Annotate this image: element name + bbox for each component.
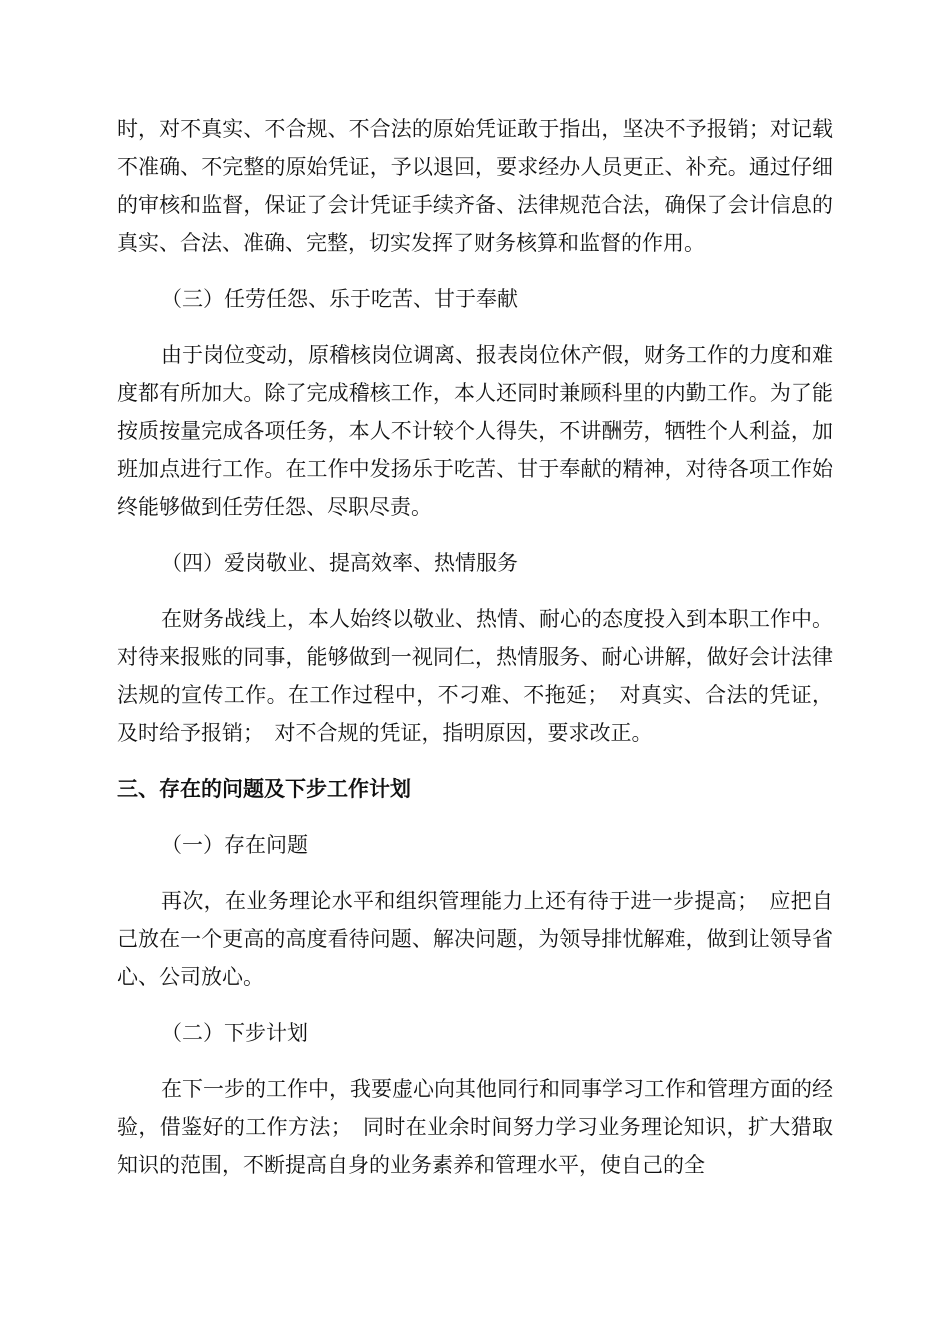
subheading-4: （四）爱岗敬业、提高效率、热情服务 bbox=[161, 551, 518, 575]
subheading-3: （三）任劳任怨、乐于吃苦、甘于奉献 bbox=[161, 287, 518, 311]
body-paragraph: 在财务战线上，本人始终以敬业、热情、耐心的态度投入到本职工作中。对待来报账的同事，能够做到一视同仁，热情服务、耐心讲解，做好会计法律法规的宣传工作。在工作过程中，不刁难、不拖延； 对真实、合法的凭证，及时给予报销； 对不合规的凭证，指明原因，要求改正。 bbox=[117, 607, 833, 745]
section-heading-3: 三、存在的问题及下步工作计划 bbox=[117, 777, 411, 801]
document-body bbox=[117, 110, 833, 1184]
body-paragraph: 由于岗位变动，原稽核岗位调离、报表岗位休产假，财务工作的力度和难度都有所加大。除了完成稽核工作，本人还同时兼顾科里的内勤工作。为了能按质按量完成各项任务，本人不计较个人得失，不讲酬劳，牺牲个人利益，加班加点进行工作。在工作中发扬乐于吃苦、甘于奉献的精神，对待各项工作始终能够做到任劳任怨、尽职尽责。 bbox=[117, 343, 833, 519]
body-paragraph: 时，对不真实、不合规、不合法的原始凭证敢于指出，坚决不予报销；对记载不准确、不完整的原始凭证，予以退回，要求经办人员更正、补充。通过仔细的审核和监督，保证了会计凭证手续齐备、法律规范合法，确保了会计信息的真实、合法、准确、完整，切实发挥了财务核算和监督的作用。 bbox=[117, 117, 833, 255]
body-paragraph: 再次，在业务理论水平和组织管理能力上还有待于进一步提高； 应把自己放在一个更高的高度看待问题、解决问题，为领导排忧解难，做到让领导省心、公司放心。 bbox=[117, 889, 833, 989]
subheading-1: （一）存在问题 bbox=[161, 833, 308, 857]
subheading-2: （二）下步计划 bbox=[161, 1021, 308, 1045]
body-paragraph: 在下一步的工作中，我要虚心向其他同行和同事学习工作和管理方面的经验，借鉴好的工作方法； 同时在业余时间努力学习业务理论知识，扩大猎取知识的范围，不断提高自身的业务素养和管理水平，使自己的全 bbox=[117, 1077, 833, 1177]
